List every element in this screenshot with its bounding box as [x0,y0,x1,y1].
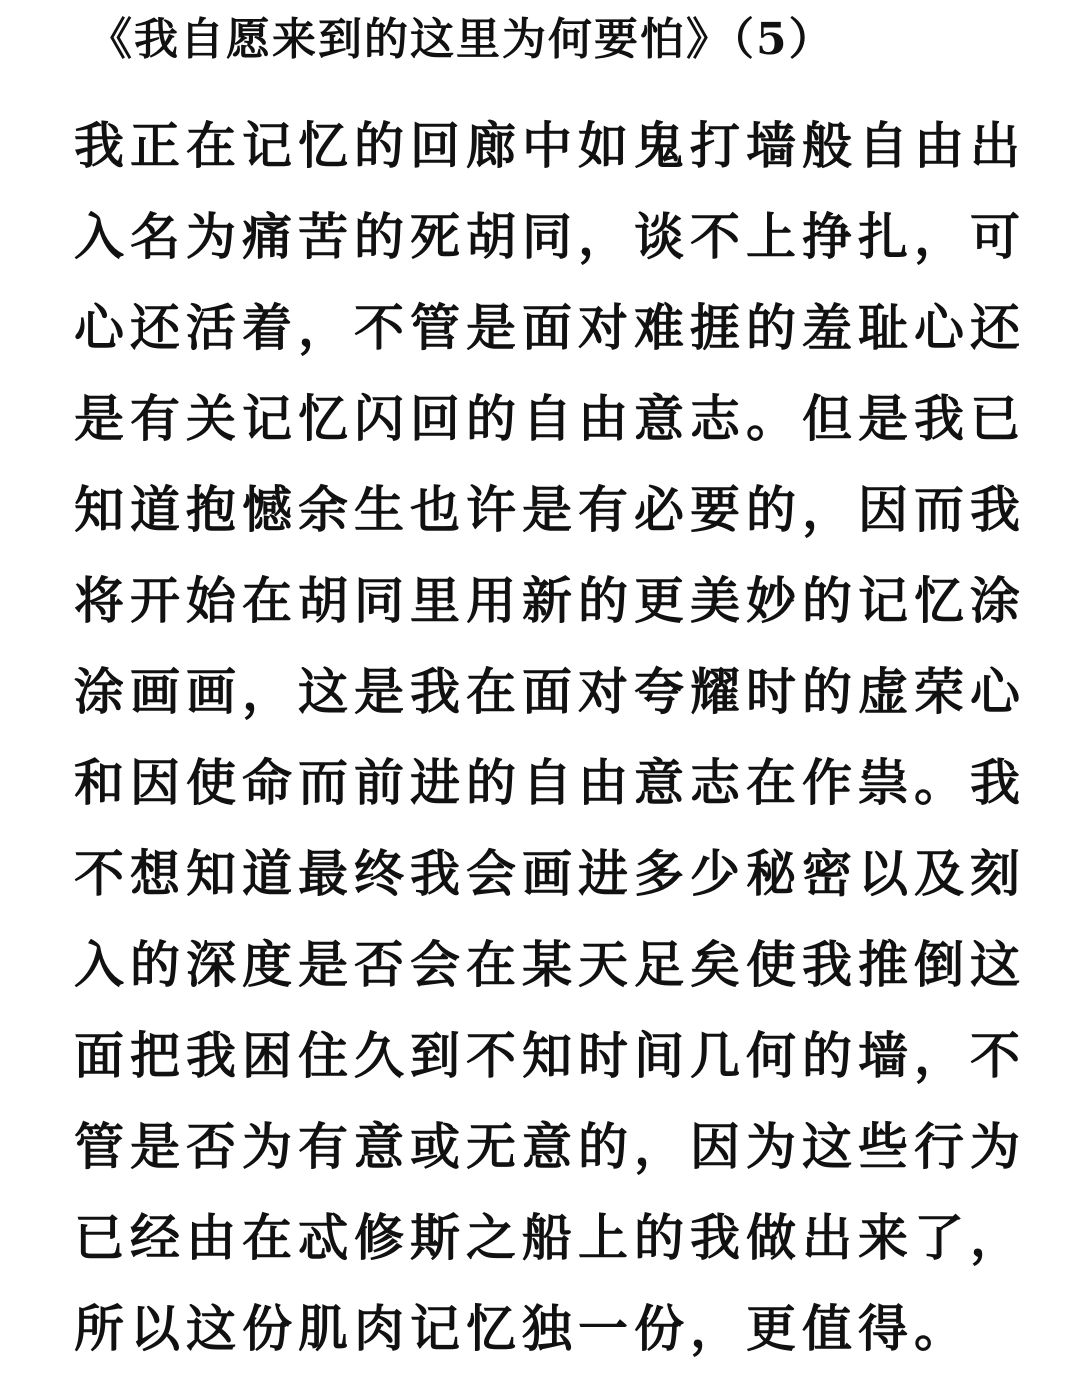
text-line: 心还活着，不管是面对难捱的羞耻心还 [74,298,1026,357]
text-line: 涂画画，这是我在面对夸耀时的虚荣心 [74,662,1026,721]
text-line: 入名为痛苦的死胡同，谈不上挣扎，可 [74,207,1026,266]
text-line: 将开始在胡同里用新的更美妙的记忆涂 [74,571,1026,630]
text-line: 是有关记忆闪回的自由意志。但是我已 [74,389,1026,448]
text-line: 入的深度是否会在某天足矣使我推倒这 [74,935,1026,994]
text-line: 我正在记忆的回廊中如鬼打墙般自由出 [74,116,1026,175]
text-line: 已经由在忒修斯之船上的我做出来了， [74,1208,1026,1267]
text-line: 所以这份肌肉记忆独一份，更值得。 [74,1299,970,1358]
text-line: 知道抱憾余生也许是有必要的，因而我 [74,480,1026,539]
text-line: 不想知道最终我会画进多少秘密以及刻 [74,844,1026,903]
text-line: 管是否为有意或无意的，因为这些行为 [74,1117,1026,1176]
document-title: 《我自愿来到的这里为何要怕》（5） [88,14,835,65]
text-line: 和因使命而前进的自由意志在作祟。我 [74,753,1026,812]
text-line: 面把我困住久到不知时间几何的墙，不 [74,1026,1026,1085]
body-text [74,100,1026,1374]
